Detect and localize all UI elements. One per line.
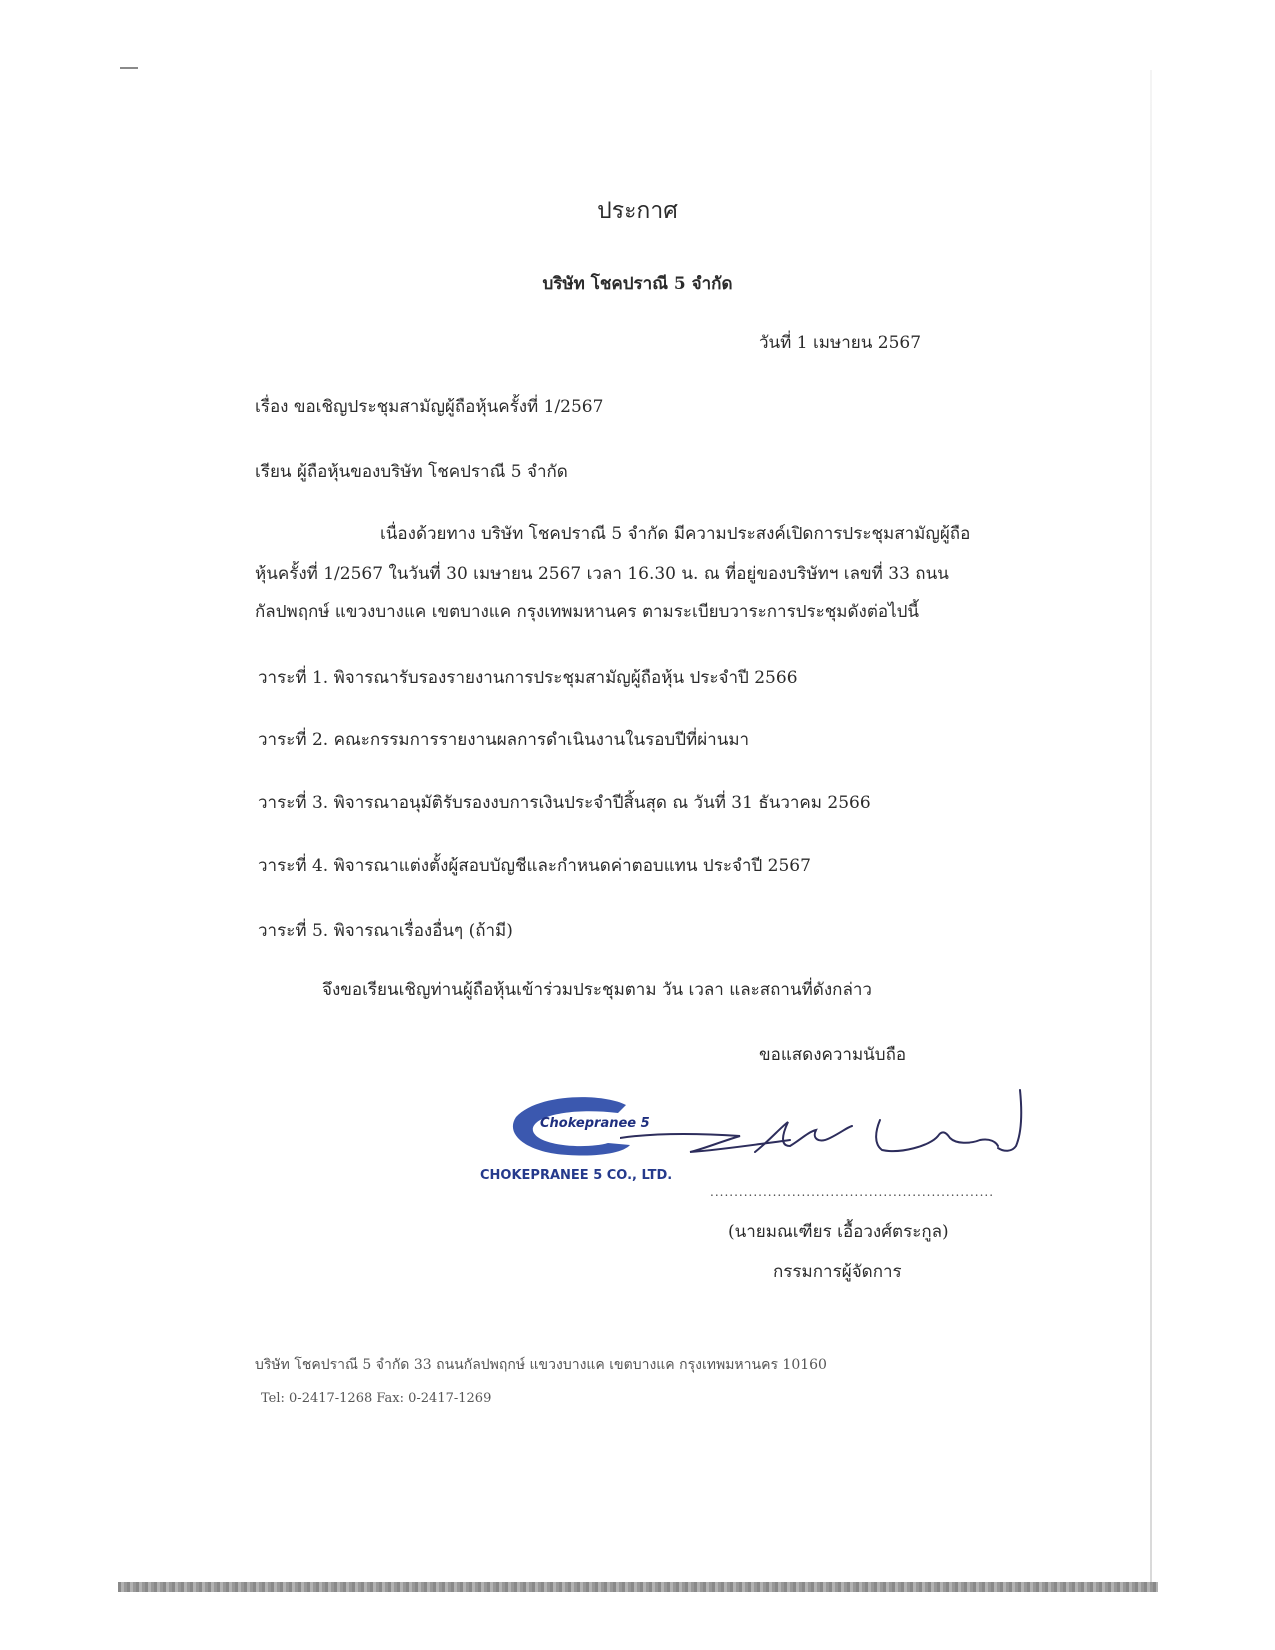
letter-subject: เรื่อง ขอเชิญประชุมสามัญผู้ถือหุ้นครั้งที่ 1/2567	[255, 397, 604, 417]
agenda-item: วาระที่ 2. คณะกรรมการรายงานผลการดำเนินงานในรอบปีที่ผ่านมา	[258, 730, 750, 750]
footer-contact: Tel: 0-2417-1268 Fax: 0-2417-1269	[261, 1391, 492, 1406]
announcement-title: ประกาศ	[597, 198, 678, 224]
paper-edge	[1150, 70, 1152, 1585]
signatory-position: กรรมการผู้จัดการ	[773, 1262, 902, 1282]
agenda-item: วาระที่ 4. พิจารณาแต่งตั้งผู้สอบบัญชีและกำหนดค่าตอบแทน ประจำปี 2567	[258, 856, 811, 876]
company-name: บริษัท โชคปราณี 5 จำกัด	[542, 274, 733, 294]
letter-addressee: เรียน ผู้ถือหุ้นของบริษัท โชคปราณี 5 จำกัด	[255, 462, 568, 482]
closing-phrase: ขอแสดงความนับถือ	[759, 1045, 907, 1065]
body-line: หุ้นครั้งที่ 1/2567 ในวันที่ 30 เมษายน 2567 เวลา 16.30 น. ณ ที่อยู่ของบริษัทฯ เลขที่ 33 ถนน	[255, 564, 949, 584]
body-line: เนื่องด้วยทาง บริษัท โชคปราณี 5 จำกัด มีความประสงค์เปิดการประชุมสามัญผู้ถือ	[380, 524, 971, 544]
body-line: กัลปพฤกษ์ แขวงบางแค เขตบางแค กรุงเทพมหานคร ตามระเบียบวาระการประชุมดังต่อไปนี้	[255, 602, 920, 622]
agenda-item: วาระที่ 1. พิจารณารับรองรายงานการประชุมสามัญผู้ถือหุ้น ประจำปี 2566	[258, 668, 798, 688]
signature-icon	[620, 1080, 1060, 1180]
signature-line: ...........................................................	[710, 1185, 995, 1199]
scan-mark	[120, 67, 138, 69]
invitation-line: จึงขอเรียนเชิญท่านผู้ถือหุ้นเข้าร่วมประชุมตาม วัน เวลา และสถานที่ดังกล่าว	[322, 980, 872, 1000]
signatory-name: (นายมณเฑียร เอื้อวงศ์ตระกูล)	[728, 1222, 949, 1242]
agenda-item: วาระที่ 3. พิจารณาอนุมัติรับรองงบการเงินประจำปีสิ้นสุด ณ วันที่ 31 ธันวาคม 2566	[258, 793, 871, 813]
company-name-english: CHOKEPRANEE 5 CO., LTD.	[480, 1168, 673, 1183]
agenda-item: วาระที่ 5. พิจารณาเรื่องอื่นๆ (ถ้ามี)	[258, 921, 513, 941]
logo-wordmark: Chokepranee 5	[540, 1116, 650, 1131]
paper-bottom-edge	[118, 1582, 1158, 1592]
footer-address: บริษัท โชคปราณี 5 จำกัด 33 ถนนกัลปพฤกษ์ แขวงบางแค เขตบางแค กรุงเทพมหานคร 10160	[255, 1357, 827, 1373]
letter-date: วันที่ 1 เมษายน 2567	[759, 333, 922, 353]
